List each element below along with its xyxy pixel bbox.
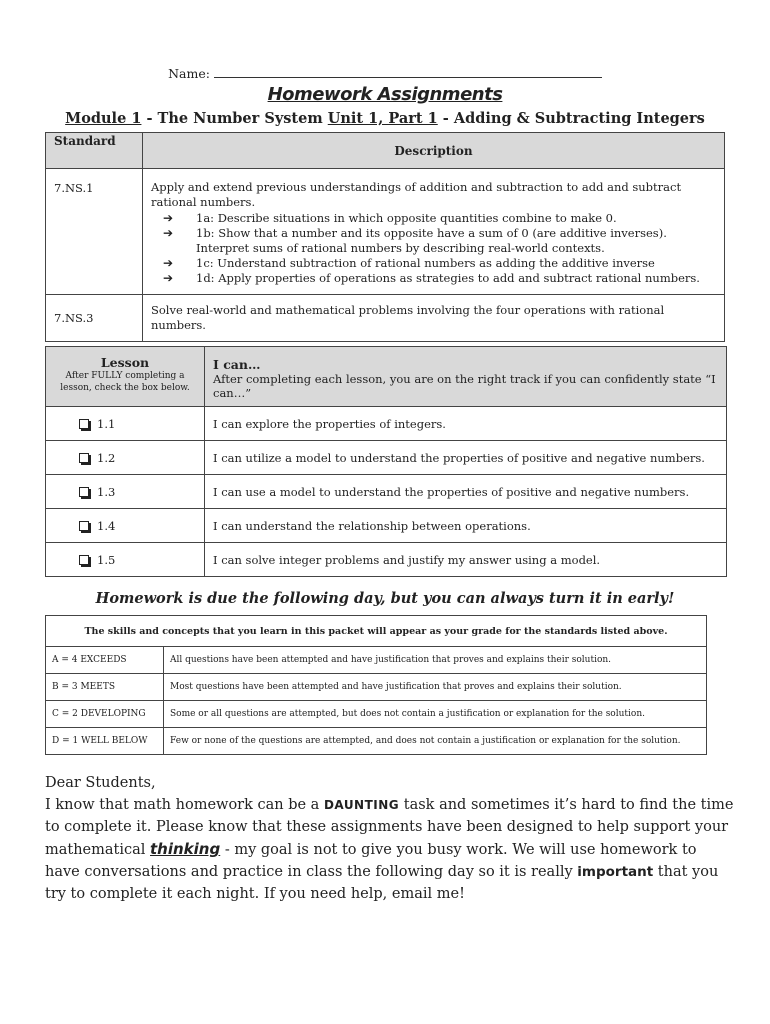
ican-statement: I can use a model to understand the properties of positive and negative numbers. bbox=[205, 475, 727, 509]
emphasis-daunting: DAUNTING bbox=[323, 798, 400, 812]
letter-text: that you try to complete it each night. If you need help, email me! bbox=[45, 864, 719, 902]
name-line bbox=[0, 66, 770, 81]
list-item bbox=[151, 211, 716, 226]
unit-topic: - Adding & Subtracting Integers bbox=[437, 110, 705, 127]
lesson-number: 1.1 bbox=[97, 416, 116, 431]
ican-header-instructions: After completing each lesson, you are on the right track if you can confidently state “I can…” bbox=[213, 372, 716, 400]
table-row bbox=[46, 728, 707, 755]
substandard-text: 1a: Describe situations in which opposite quantities combine to make 0. bbox=[196, 211, 617, 225]
grade-description: Some or all questions are attempted, but does not contain a justification or explanation for the solution. bbox=[164, 701, 707, 728]
standard-code: 7.NS.1 bbox=[46, 169, 143, 295]
arrow-icon: ➔ bbox=[163, 256, 174, 270]
lesson-checkbox[interactable] bbox=[79, 521, 89, 531]
student-letter bbox=[45, 772, 735, 905]
description-text: Apply and extend previous understandings of addition and subtraction to add and subtract rational numbers. bbox=[151, 180, 682, 209]
letter-text: task and sometimes it’s hard to find the time to complete it. Please know that these assignments have been designed to help support your mathematical bbox=[45, 797, 734, 858]
table-row bbox=[46, 475, 727, 509]
substandard-text: 1b: Show that a number and its opposite have a sum of 0 (are additive inverses). Interpret sums of rational numbers by describing real-world contexts. bbox=[196, 226, 667, 255]
arrow-icon: ➔ bbox=[163, 211, 174, 225]
lesson-checklist-table bbox=[45, 346, 727, 577]
grade-description: All questions have been attempted and have justification that proves and explains their solution. bbox=[164, 647, 707, 674]
letter-text: I know that math homework can be a bbox=[45, 797, 324, 813]
standard-code: 7.NS.3 bbox=[46, 295, 143, 342]
emphasis-important: important bbox=[577, 864, 654, 880]
grading-header-row bbox=[46, 616, 707, 647]
page-title: Homework Assignments bbox=[267, 84, 503, 105]
table-row bbox=[46, 441, 727, 475]
ican-statement: I can utilize a model to understand the properties of positive and negative numbers. bbox=[205, 441, 727, 475]
grade-level: D = 1 WELL BELOW bbox=[46, 728, 164, 755]
standard-description bbox=[143, 169, 725, 295]
description-column-header: Description bbox=[143, 133, 725, 169]
list-item bbox=[151, 256, 716, 271]
lesson-header-instructions: After FULLY completing a lesson, check the box below. bbox=[60, 371, 190, 393]
lesson-checkbox[interactable] bbox=[79, 453, 89, 463]
list-item bbox=[151, 271, 716, 286]
lesson-column-header bbox=[46, 347, 205, 407]
table-row bbox=[46, 407, 727, 441]
lesson-cell bbox=[46, 441, 205, 475]
ican-header-title: I can… bbox=[213, 357, 261, 372]
standard-column-header: Standard bbox=[46, 133, 143, 169]
grade-description: Most questions have been attempted and have justification that proves and explains their solution. bbox=[164, 674, 707, 701]
ican-statement: I can explore the properties of integers. bbox=[205, 407, 727, 441]
substandard-text: 1d: Apply properties of operations as strategies to add and subtract rational numbers. bbox=[196, 271, 700, 285]
lesson-cell bbox=[46, 543, 205, 577]
ican-statement: I can understand the relationship between operations. bbox=[205, 509, 727, 543]
lesson-checkbox[interactable] bbox=[79, 555, 89, 565]
lesson-number: 1.3 bbox=[97, 484, 116, 499]
module-topic: - The Number System bbox=[141, 110, 328, 127]
lesson-checkbox[interactable] bbox=[79, 487, 89, 497]
standards-header-row bbox=[46, 133, 725, 169]
lesson-cell bbox=[46, 475, 205, 509]
name-label: Name: bbox=[168, 66, 210, 81]
standard-description: Solve real-world and mathematical problems involving the four operations with rational numbers. bbox=[143, 295, 725, 342]
lesson-header-title: Lesson bbox=[100, 355, 150, 370]
grade-description: Few or none of the questions are attempted, and does not contain a justification or explanation for the solution. bbox=[164, 728, 707, 755]
substandard-text: 1c: Understand subtraction of rational numbers as adding the additive inverse bbox=[196, 256, 655, 270]
table-row bbox=[46, 701, 707, 728]
lesson-number: 1.5 bbox=[97, 552, 116, 567]
lesson-cell bbox=[46, 509, 205, 543]
list-item bbox=[151, 226, 716, 256]
arrow-icon: ➔ bbox=[163, 271, 174, 285]
letter-greeting: Dear Students, bbox=[45, 775, 156, 791]
unit-label: Unit 1, Part 1 bbox=[327, 110, 438, 127]
table-row bbox=[46, 509, 727, 543]
ican-statement: I can solve integer problems and justify my answer using a model. bbox=[205, 543, 727, 577]
arrow-icon: ➔ bbox=[163, 226, 174, 240]
grade-level: C = 2 DEVELOPING bbox=[46, 701, 164, 728]
grading-table bbox=[45, 615, 707, 755]
grade-level: B = 3 MEETS bbox=[46, 674, 164, 701]
letter-text: - my goal is not to give you busy work. We will use homework to have conversations and practice in class the following day so it is really bbox=[45, 842, 697, 880]
table-row bbox=[46, 674, 707, 701]
table-row bbox=[46, 295, 725, 342]
emphasis-thinking: thinking bbox=[150, 840, 221, 858]
lesson-cell bbox=[46, 407, 205, 441]
grading-header: The skills and concepts that you learn in this packet will appear as your grade for the standards listed above. bbox=[46, 616, 707, 647]
lesson-header-row bbox=[46, 347, 727, 407]
table-row bbox=[46, 543, 727, 577]
ican-column-header bbox=[205, 347, 727, 407]
due-note: Homework is due the following day, but you can always turn it in early! bbox=[95, 590, 675, 607]
table-row bbox=[46, 169, 725, 295]
name-blank[interactable] bbox=[214, 67, 602, 78]
table-row bbox=[46, 647, 707, 674]
letter-body bbox=[45, 794, 735, 905]
module-heading bbox=[0, 110, 770, 127]
standards-table bbox=[45, 132, 725, 342]
lesson-number: 1.4 bbox=[97, 518, 116, 533]
lesson-checkbox[interactable] bbox=[79, 419, 89, 429]
grade-level: A = 4 EXCEEDS bbox=[46, 647, 164, 674]
substandard-list bbox=[151, 211, 716, 286]
module-label: Module 1 bbox=[65, 110, 142, 127]
lesson-number: 1.2 bbox=[97, 450, 116, 465]
